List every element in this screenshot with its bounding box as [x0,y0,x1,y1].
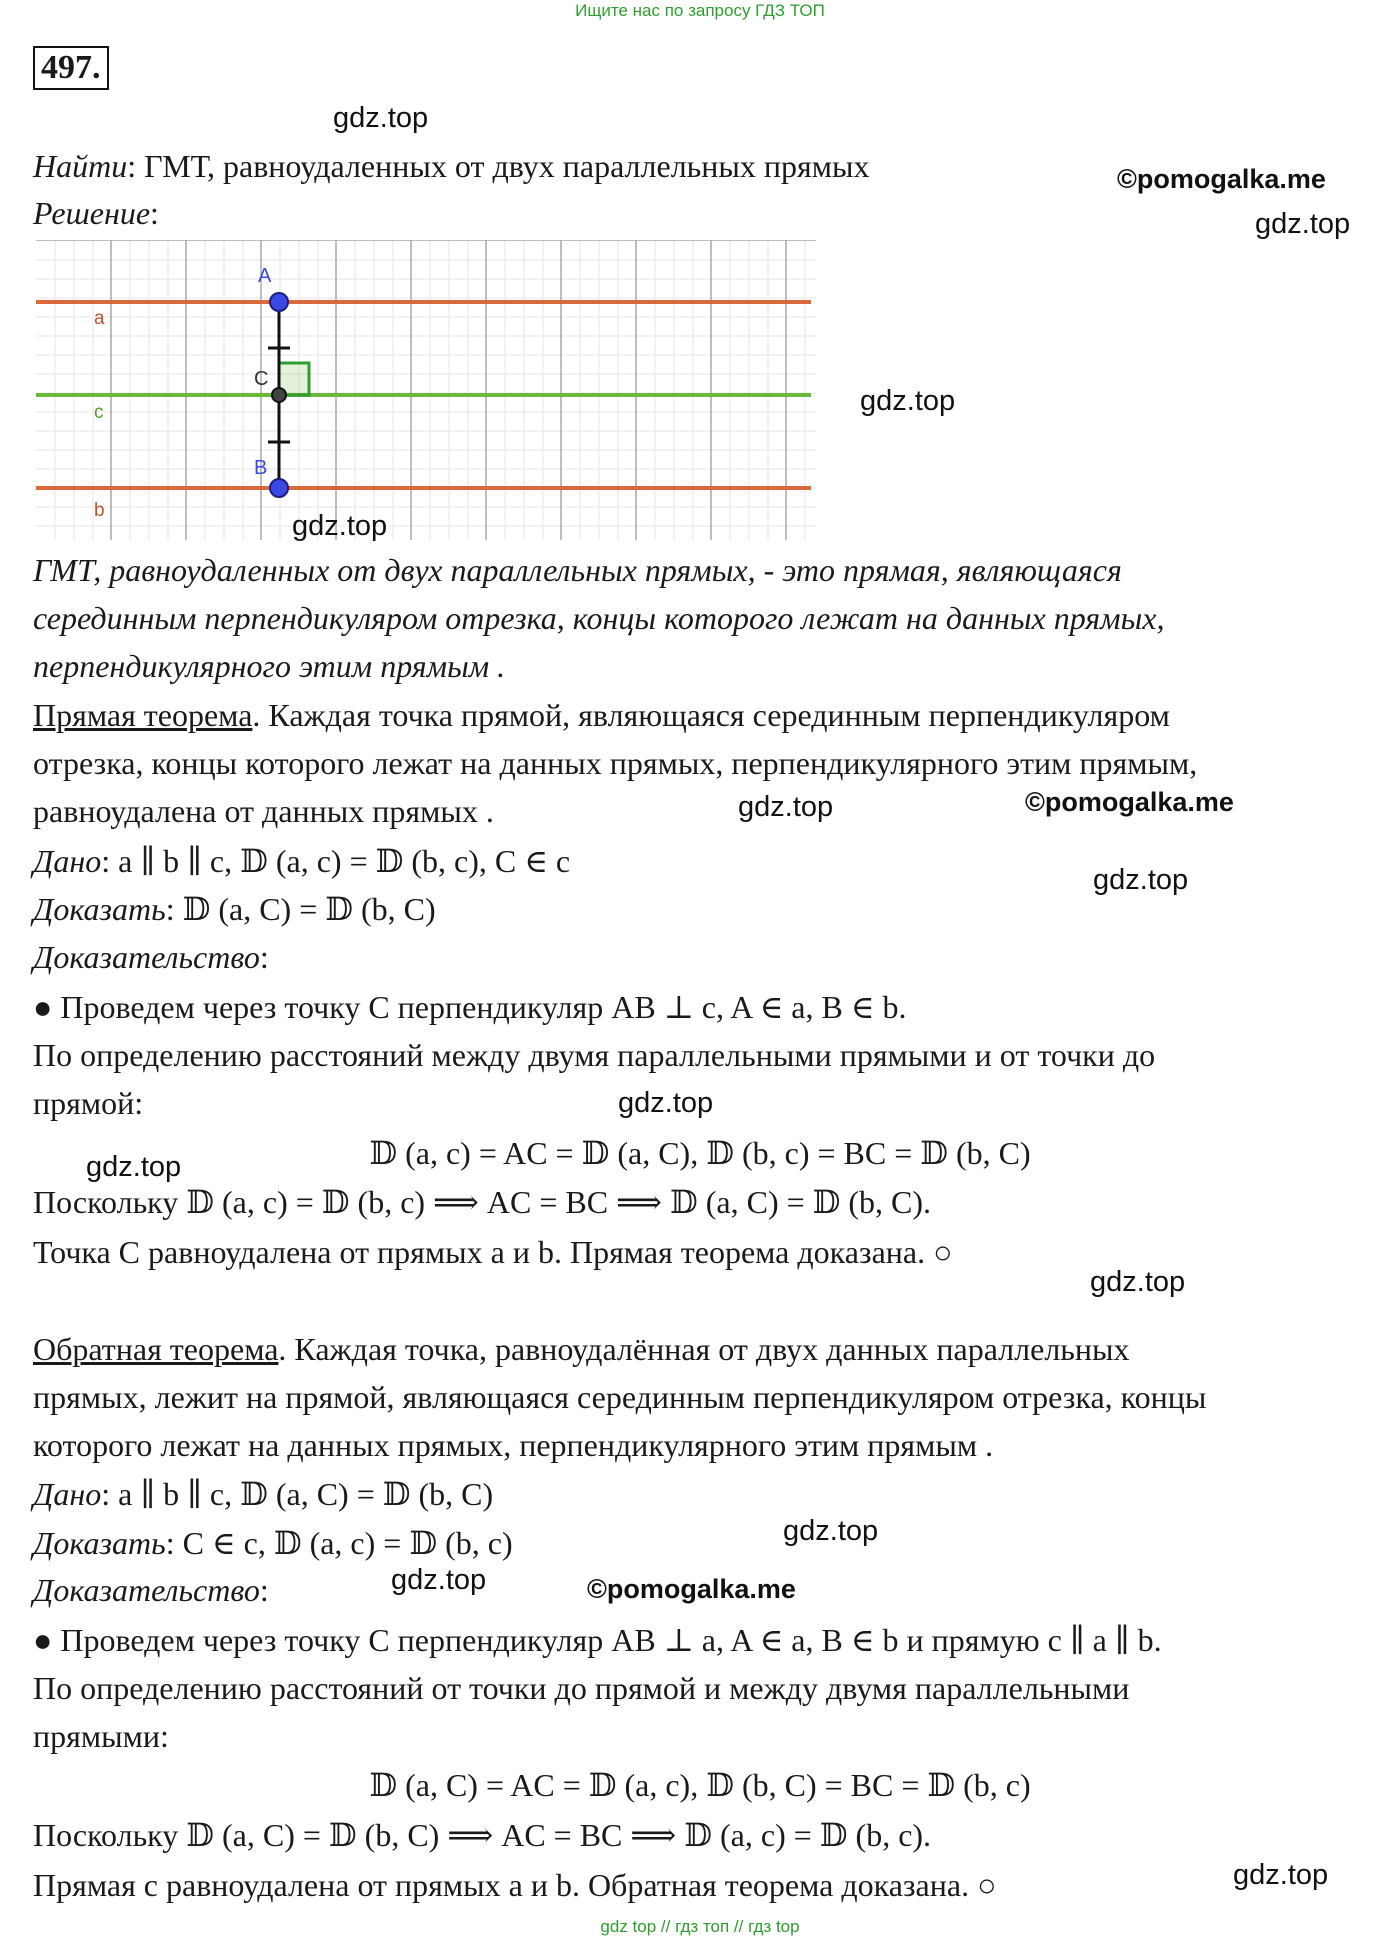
watermark-gdz: gdz.top [292,510,388,542]
direct-formula: 𝔻 (a, c) = AC = 𝔻 (a, C), 𝔻 (b, c) = BC = 𝔻 (b, C) [369,1135,1031,1171]
watermark-gdz: gdz.top [333,102,429,134]
converse-formula: 𝔻 (a, C) = AC = 𝔻 (a, c), 𝔻 (b, C) = BC = 𝔻 (b, c) [369,1767,1031,1803]
watermark-gdz: gdz.top [618,1087,714,1119]
direct-proof-heading: Доказательство: [33,939,269,975]
converse-step: прямыми: [33,1718,169,1754]
direct-theorem-line: равноудалена от данных прямых . [33,793,494,829]
watermark-gdz: gdz.top [860,385,956,417]
point-a [270,293,288,311]
direct-step: ● Проведем через точку C перпендикуляр AB ⊥ c, A ∈ a, B ∈ b. [33,989,907,1025]
point-c [272,388,286,402]
watermark-gdz: gdz.top [1255,208,1351,240]
watermark-pomogalka: ©pomogalka.me [1117,164,1326,194]
converse-prove: Доказать: C ∈ c, 𝔻 (a, c) = 𝔻 (b, c) [33,1525,513,1561]
label-point-c: C [254,368,269,390]
point-b [270,479,288,497]
converse-step: По определению расстояний от точки до прямой и между двумя параллельными [33,1670,1130,1706]
direct-prove: Доказать: 𝔻 (a, C) = 𝔻 (b, C) [33,891,436,927]
find-line: Найти: ГМТ, равноудаленных от двух параллельных прямых [33,148,870,184]
label-line-a: a [94,308,105,329]
converse-step: ● Проведем через точку C перпендикуляр AB ⊥ a, A ∈ a, B ∈ b и прямую c ∥ a ∥ b. [33,1622,1162,1658]
label-line-b: b [94,500,105,521]
watermark-gdz: gdz.top [86,1151,182,1183]
watermark-gdz: gdz.top [783,1515,879,1547]
search-hint: Ищите нас по запросу ГДЗ ТОП [575,1,825,20]
conclusion-line: серединным перпендикуляром отрезка, концы которого лежат на данных прямых, [33,600,1165,636]
watermark-gdz: gdz.top [1090,1266,1186,1298]
converse-theorem-line: прямых, лежит на прямой, являющаяся серединным перпендикуляром отрезка, концы [33,1379,1207,1415]
direct-theorem-line: Прямая теорема. Каждая точка прямой, являющаяся серединным перпендикуляром [33,697,1170,733]
solution-heading: Решение: [33,195,159,231]
watermark-gdz: gdz.top [391,1564,487,1596]
converse-end: Прямая c равноудалена от прямых a и b. Обратная теорема доказана. ○ [33,1867,997,1903]
footer-links: gdz top // гдз топ // гдз top [600,1917,800,1936]
watermark-gdz: gdz.top [1233,1859,1329,1891]
converse-theorem-line: которого лежат на данных прямых, перпендикулярного этим прямым . [33,1427,994,1463]
direct-theorem-line: отрезка, концы которого лежат на данных прямых, перпендикулярного этим прямым, [33,745,1198,781]
conclusion-line: перпендикулярного этим прямым . [33,648,506,684]
grid [36,240,816,540]
direct-step: прямой: [33,1085,144,1121]
conclusion-line: ГМТ, равноудаленных от двух параллельных прямых, - это прямая, являющаяся [33,552,1122,588]
label-point-a: A [258,265,272,287]
converse-proof-heading: Доказательство: [33,1572,269,1608]
watermark-pomogalka: ©pomogalka.me [1025,787,1234,817]
converse-since: Поскольку 𝔻 (a, C) = 𝔻 (b, C) ⟹ AC = BC ⟹ 𝔻 (a, c) = 𝔻 (b, c). [33,1817,932,1853]
watermark-gdz: gdz.top [1093,864,1189,896]
direct-end: Точка C равноудалена от прямых a и b. Прямая теорема доказана. ○ [33,1234,953,1270]
task-number: 497. [33,46,109,90]
watermark-gdz: gdz.top [738,791,834,823]
direct-since: Поскольку 𝔻 (a, c) = 𝔻 (b, c) ⟹ AC = BC ⟹ 𝔻 (a, C) = 𝔻 (b, C). [33,1184,932,1220]
converse-given: Дано: a ∥ b ∥ c, 𝔻 (a, C) = 𝔻 (b, C) [33,1476,494,1512]
watermark-pomogalka: ©pomogalka.me [587,1574,796,1604]
direct-step: По определению расстояний между двумя параллельными прямыми и от точки до [33,1037,1156,1073]
label-line-c: c [94,402,104,423]
converse-theorem-line: Обратная теорема. Каждая точка, равноудалённая от двух данных параллельных [33,1331,1130,1367]
direct-given: Дано: a ∥ b ∥ c, 𝔻 (a, c) = 𝔻 (b, c), C ∈ c [33,843,571,879]
label-point-b: B [254,457,268,479]
diagram [36,240,816,540]
major-grid [36,240,816,540]
